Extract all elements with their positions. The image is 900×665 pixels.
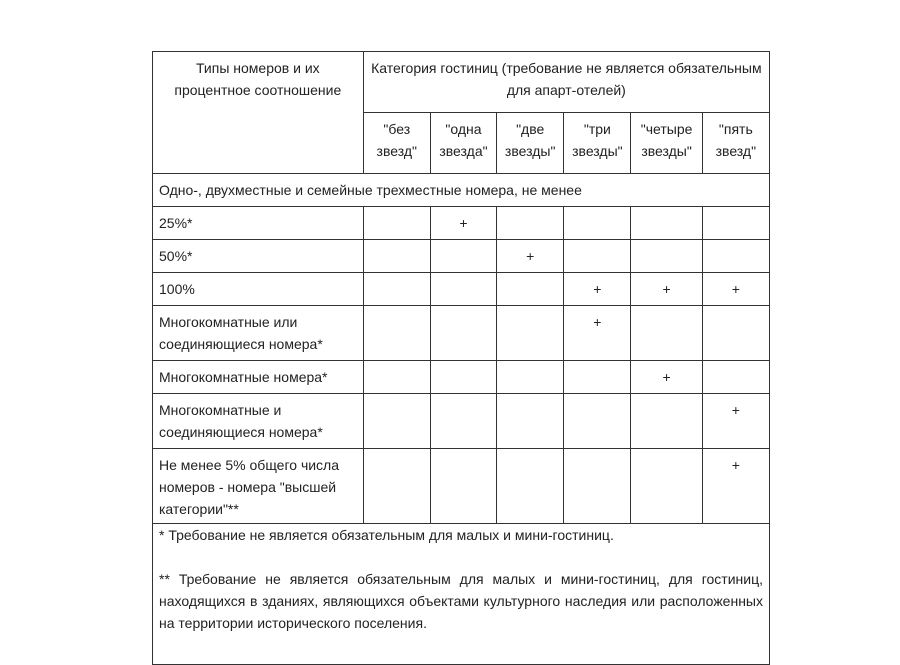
row-mark bbox=[363, 394, 430, 449]
table-row bbox=[153, 449, 770, 524]
table-row bbox=[153, 207, 770, 240]
row-mark bbox=[564, 449, 631, 524]
row-mark bbox=[702, 207, 769, 240]
row-mark bbox=[430, 449, 496, 524]
row-mark bbox=[497, 207, 564, 240]
row-mark bbox=[363, 207, 430, 240]
row-mark: + bbox=[631, 273, 702, 306]
row-mark bbox=[363, 273, 430, 306]
row-mark bbox=[702, 306, 769, 361]
row-mark bbox=[363, 240, 430, 273]
row-mark: + bbox=[702, 394, 769, 449]
table-row bbox=[153, 306, 770, 361]
row-label: 50%* bbox=[153, 240, 364, 273]
row-mark bbox=[430, 240, 496, 273]
hotel-room-requirements-table bbox=[152, 51, 770, 665]
header-star-2: "две звезды" bbox=[497, 113, 564, 174]
row-label: 100% bbox=[153, 273, 364, 306]
header-star-0: "без звезд" bbox=[363, 113, 430, 174]
notes-row bbox=[153, 524, 770, 665]
row-mark bbox=[430, 361, 496, 394]
table-row bbox=[153, 240, 770, 273]
table-row bbox=[153, 394, 770, 449]
row-mark bbox=[631, 449, 702, 524]
row-mark bbox=[631, 394, 702, 449]
row-mark bbox=[497, 306, 564, 361]
header-star-4: "четыре звезды" bbox=[631, 113, 702, 174]
row-mark bbox=[430, 394, 496, 449]
row-mark bbox=[631, 240, 702, 273]
header-star-1: "одна звезда" bbox=[430, 113, 496, 174]
row-mark bbox=[497, 273, 564, 306]
row-mark bbox=[430, 306, 496, 361]
row-mark: + bbox=[564, 273, 631, 306]
footnote-2: ** Требование не является обязательным для малых и мини-гостиниц, для гостиниц, находящихся в зданиях, являющихся объектами культурного наследия или расположенных на территории исторического поселения. bbox=[159, 571, 763, 631]
header-star-5: "пять звезд" bbox=[702, 113, 769, 174]
row-mark bbox=[564, 361, 631, 394]
row-mark bbox=[631, 306, 702, 361]
row-mark: + bbox=[430, 207, 496, 240]
row-mark bbox=[497, 394, 564, 449]
row-mark: + bbox=[702, 449, 769, 524]
row-mark bbox=[363, 449, 430, 524]
header-room-types: Типы номеров и их процентное соотношение bbox=[153, 52, 364, 174]
footnotes bbox=[153, 524, 770, 665]
row-label: Не менее 5% общего числа номеров - номера "высшей категории"** bbox=[153, 449, 364, 524]
header-star-3: "три звезды" bbox=[564, 113, 631, 174]
row-mark: + bbox=[702, 273, 769, 306]
row-mark bbox=[363, 306, 430, 361]
row-mark bbox=[430, 273, 496, 306]
footnote-1: * Требование не является обязательным для малых и мини-гостиниц. bbox=[159, 527, 614, 543]
row-mark bbox=[564, 207, 631, 240]
row-mark: + bbox=[631, 361, 702, 394]
row-mark bbox=[564, 394, 631, 449]
row-label: 25%* bbox=[153, 207, 364, 240]
section-title: Одно-, двухместные и семейные трехместные номера, не менее bbox=[153, 174, 770, 207]
row-label: Многокомнатные или соединяющиеся номера* bbox=[153, 306, 364, 361]
row-mark bbox=[702, 361, 769, 394]
header-row bbox=[153, 52, 770, 113]
row-mark: + bbox=[497, 240, 564, 273]
row-label: Многокомнатные номера* bbox=[153, 361, 364, 394]
row-mark bbox=[564, 240, 631, 273]
row-label: Многокомнатные и соединяющиеся номера* bbox=[153, 394, 364, 449]
header-category: Категория гостиниц (требование не является обязательным для апарт-отелей) bbox=[363, 52, 769, 113]
section-title-row bbox=[153, 174, 770, 207]
row-mark bbox=[363, 361, 430, 394]
row-mark bbox=[497, 361, 564, 394]
table-row bbox=[153, 273, 770, 306]
row-mark: + bbox=[564, 306, 631, 361]
row-mark bbox=[702, 240, 769, 273]
table-row bbox=[153, 361, 770, 394]
row-mark bbox=[497, 449, 564, 524]
row-mark bbox=[631, 207, 702, 240]
